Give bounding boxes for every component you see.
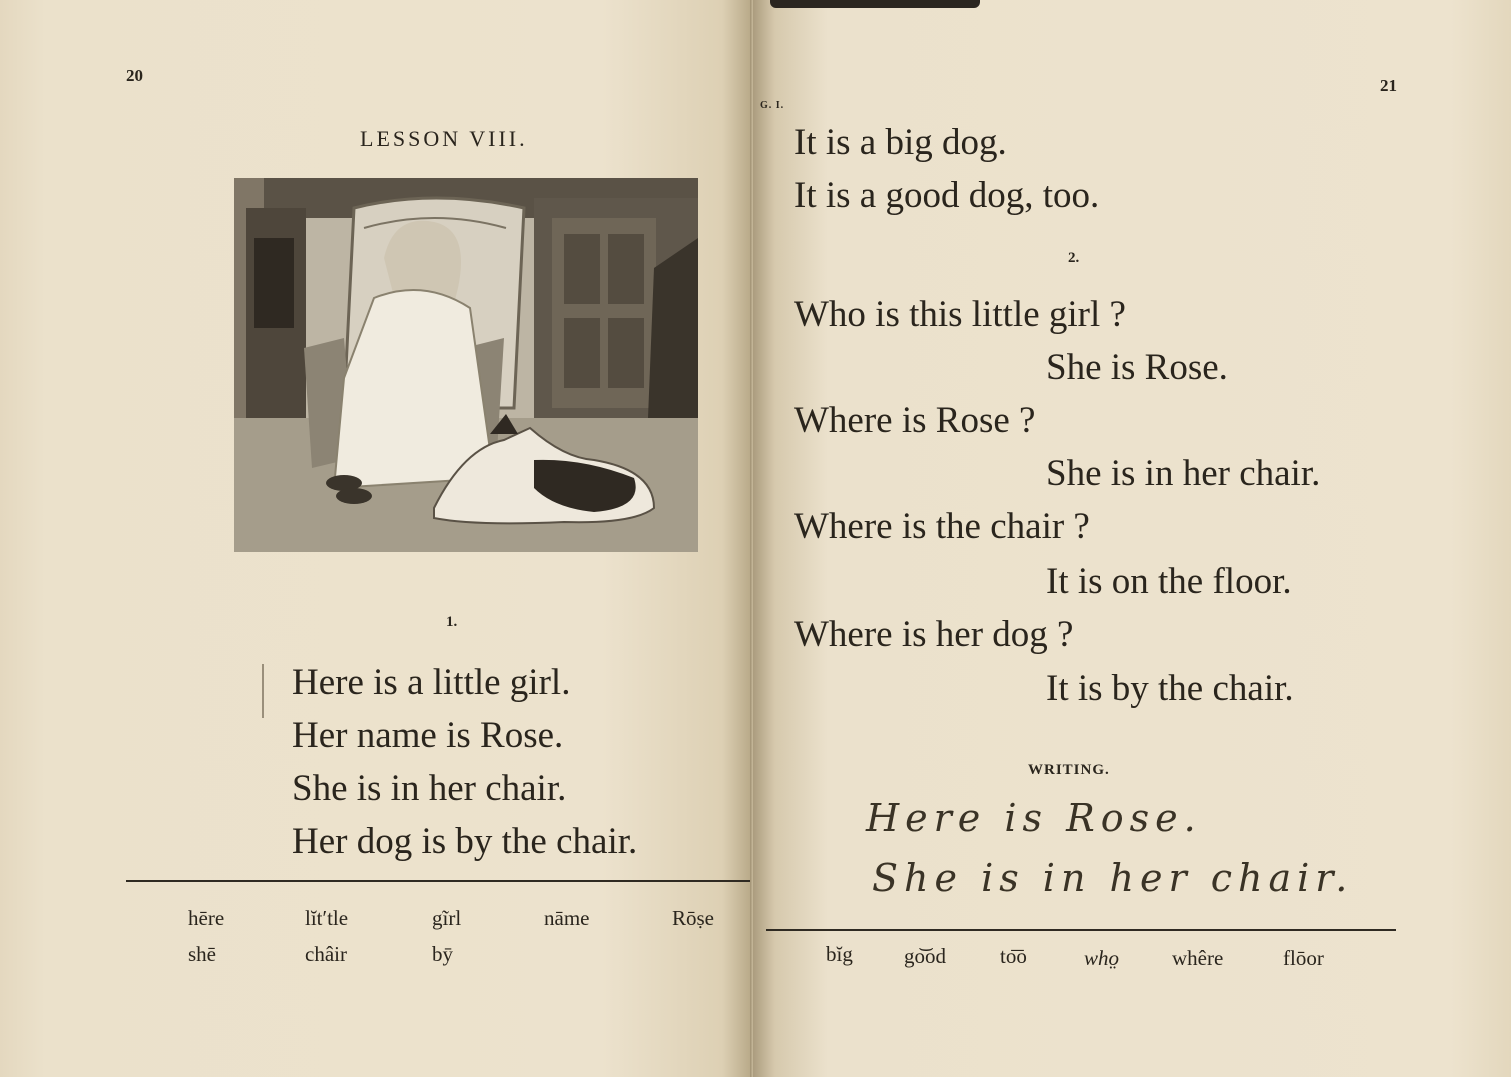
answer-line: She is Rose.: [1046, 347, 1228, 388]
question-line: Where is her dog ?: [794, 614, 1074, 655]
section-number-2: 2.: [1068, 250, 1080, 266]
answer-line: She is in her chair.: [1046, 453, 1321, 494]
cursive-line: She is in her chair.: [872, 856, 1354, 900]
reading-line: Here is a little girl.: [292, 662, 571, 703]
question-line: Where is Rose ?: [794, 400, 1036, 441]
vocab-word: gĩrl: [432, 906, 462, 930]
divider-rule-right: [766, 929, 1396, 931]
divider-rule-left: [126, 880, 752, 882]
vocab-word: bĭg: [826, 942, 853, 966]
right-page: [752, 0, 1511, 1077]
answer-line: It is on the floor.: [1046, 561, 1292, 602]
cursive-line: Here is Rose.: [866, 796, 1202, 840]
reading-line: Her dog is by the chair.: [292, 821, 638, 862]
vocab-word: shē: [188, 942, 216, 966]
vocab-word: flōor: [1283, 946, 1324, 970]
vocab-word: nāme: [544, 906, 590, 930]
vocab-word: to͞o: [1000, 944, 1027, 968]
signature-mark: G. I.: [760, 100, 785, 111]
vocab-word: whêre: [1172, 946, 1224, 970]
vocab-word: hēre: [188, 906, 225, 930]
margin-bracket: [262, 664, 264, 718]
vocab-word: go͝od: [904, 944, 946, 968]
intro-lines: [794, 116, 1099, 222]
writing-heading: WRITING.: [1028, 762, 1110, 778]
lesson-title: LESSON VIII.: [360, 126, 528, 151]
cover-edge-shadow: [770, 0, 980, 8]
page-number-left: 20: [126, 66, 143, 85]
vocab-word: who̤: [1084, 946, 1120, 970]
vocab-word: Rōṣe: [672, 906, 714, 930]
section-number-1: 1.: [446, 614, 458, 630]
answer-line: It is by the chair.: [1046, 668, 1294, 709]
book-gutter: [750, 0, 753, 1077]
vocab-word: châir: [305, 942, 347, 966]
page-number-right: 21: [1380, 76, 1397, 95]
reading-passage-1: [292, 656, 637, 868]
vocab-word: bȳ: [432, 942, 453, 966]
girl-and-dog-illustration: [234, 178, 698, 552]
reading-line: It is a big dog.: [794, 122, 1007, 163]
left-page: [0, 0, 752, 1077]
question-line: Where is the chair ?: [794, 506, 1090, 547]
reading-line: Her name is Rose.: [292, 715, 564, 756]
vocab-word: lĭt′tle: [305, 906, 349, 930]
reading-line: She is in her chair.: [292, 768, 567, 809]
question-line: Who is this little girl ?: [794, 294, 1126, 335]
reading-line: It is a good dog, too.: [794, 175, 1100, 216]
